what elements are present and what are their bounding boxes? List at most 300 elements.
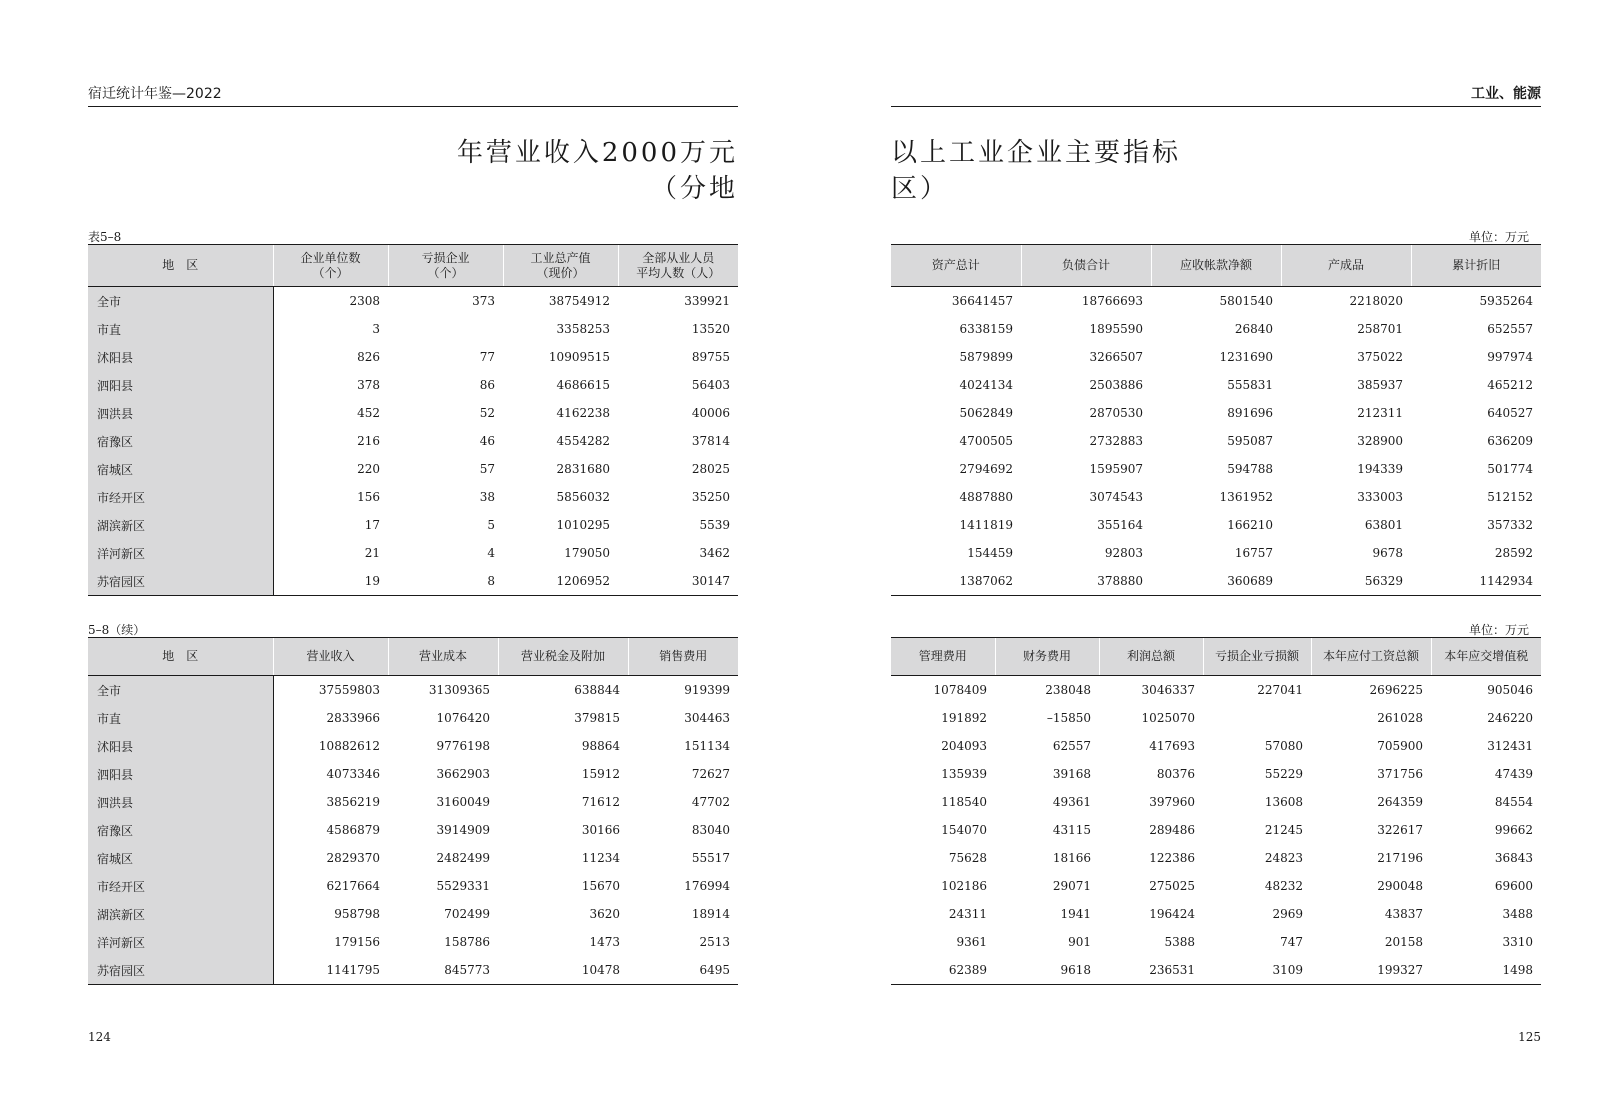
value-cell: 501774 [1487, 462, 1533, 476]
table-row [88, 956, 738, 985]
col-header-region: 地 区 [88, 245, 273, 287]
value-cell: 919399 [684, 683, 730, 697]
value-cell: 905046 [1487, 683, 1533, 697]
table-row [891, 427, 1541, 455]
table-row [88, 371, 738, 399]
table-row [88, 900, 738, 928]
value-cell: 2829370 [326, 851, 380, 865]
table-row [88, 511, 738, 539]
region-cell: 全市 [88, 676, 273, 705]
value-cell: 3046337 [1141, 683, 1195, 697]
region-cell: 沭阳县 [88, 343, 273, 371]
value-cell: 3914909 [436, 823, 490, 837]
value-cell: 216 [357, 434, 380, 448]
value-cell: 3856219 [326, 795, 380, 809]
value-cell: 30147 [618, 567, 738, 596]
value-cell: 5935264 [1479, 294, 1533, 308]
value-cell: 5856032 [556, 490, 610, 504]
value-cell: 2482499 [436, 851, 490, 865]
value-cell: 397960 [1149, 795, 1195, 809]
region-cell: 苏宿园区 [88, 567, 273, 596]
value-cell: 196424 [1149, 907, 1195, 921]
value-cell: 5539 [699, 518, 730, 532]
running-head-left [88, 86, 738, 107]
region-cell: 苏宿园区 [88, 956, 273, 985]
value-cell: 339921 [684, 294, 730, 308]
col-header-enterprise-count: 企业单位数 （个） [273, 245, 388, 287]
value-cell: 328900 [1357, 434, 1403, 448]
value-cell: 6217664 [326, 879, 380, 893]
value-cell: 11234 [581, 851, 620, 865]
value-cell: 20158 [1384, 935, 1423, 949]
value-cell: 1206952 [503, 567, 618, 596]
col-header-revenue: 营业收入 [273, 638, 388, 676]
value-cell: 452 [357, 406, 380, 420]
col-header-loss-enterprises: 亏损企业 （个） [388, 245, 503, 287]
table-row [891, 732, 1541, 760]
col-header-vat: 本年应交增值税 [1431, 638, 1541, 676]
table-row [88, 427, 738, 455]
chapter-title: 工业、能源 [1471, 86, 1541, 102]
value-cell: 199327 [1311, 956, 1431, 985]
value-cell: 2503886 [1089, 378, 1143, 392]
table-row [891, 567, 1541, 596]
col-header-finance-expense: 财务费用 [995, 638, 1099, 676]
value-cell: 40006 [691, 406, 730, 420]
value-cell: 9618 [995, 956, 1099, 985]
value-cell: 9776198 [436, 739, 490, 753]
value-cell: 3662903 [436, 767, 490, 781]
value-cell: 1142934 [1411, 567, 1541, 596]
value-cell: 62389 [891, 956, 995, 985]
value-cell: 2870530 [1089, 406, 1143, 420]
table-row [88, 483, 738, 511]
value-cell: 69600 [1494, 879, 1533, 893]
value-cell: 901 [1068, 935, 1091, 949]
value-cell: 304463 [684, 711, 730, 725]
value-cell: 154459 [967, 546, 1013, 560]
value-cell: 156 [357, 490, 380, 504]
region-cell: 泗洪县 [88, 399, 273, 427]
region-cell: 宿豫区 [88, 427, 273, 455]
value-cell: 1473 [589, 935, 620, 949]
value-cell: 555831 [1227, 378, 1273, 392]
region-cell: 沭阳县 [88, 732, 273, 760]
value-cell: 10882612 [318, 739, 380, 753]
value-cell: 37559803 [318, 683, 380, 697]
table-row [891, 315, 1541, 343]
value-cell: 57080 [1264, 739, 1303, 753]
value-cell: 1025070 [1141, 711, 1195, 725]
table-5-8-cont-right [891, 637, 1541, 985]
table-row [891, 399, 1541, 427]
value-cell: 1387062 [891, 567, 1021, 596]
value-cell: 360689 [1151, 567, 1281, 596]
unit-label-cont: 单位：万元 [1468, 623, 1529, 637]
table-row [88, 928, 738, 956]
value-cell: 1361952 [1219, 490, 1273, 504]
value-cell: 220 [357, 462, 380, 476]
value-cell: 176994 [684, 879, 730, 893]
table-row [891, 371, 1541, 399]
value-cell: 290048 [1377, 879, 1423, 893]
table-row [891, 455, 1541, 483]
value-cell: 640527 [1487, 406, 1533, 420]
table-row [88, 704, 738, 732]
value-cell: 5529331 [436, 879, 490, 893]
value-cell: 158786 [444, 935, 490, 949]
table-row [891, 539, 1541, 567]
value-cell: 28025 [691, 462, 730, 476]
value-cell: 375022 [1357, 350, 1403, 364]
table-row [88, 732, 738, 760]
value-cell: 2969 [1272, 907, 1303, 921]
value-cell: 9678 [1372, 546, 1403, 560]
col-header-total-assets: 资产总计 [891, 245, 1021, 287]
value-cell: 83040 [691, 823, 730, 837]
value-cell: 4024134 [959, 378, 1013, 392]
value-cell: 217196 [1377, 851, 1423, 865]
yearbook-title: 宿迁统计年鉴—2022 [88, 86, 222, 102]
region-cell: 宿城区 [88, 455, 273, 483]
value-cell: 378 [357, 378, 380, 392]
value-cell: 8 [388, 567, 503, 596]
value-cell: 28592 [1494, 546, 1533, 560]
value-cell: 92803 [1104, 546, 1143, 560]
value-cell: 1498 [1431, 956, 1541, 985]
region-cell: 洋河新区 [88, 928, 273, 956]
title-right-line1: 以上工业企业主要指标 [891, 138, 1182, 168]
table-row [88, 399, 738, 427]
region-cell: 泗阳县 [88, 371, 273, 399]
table-5-8-cont-left [88, 637, 738, 985]
value-cell: 373 [472, 294, 495, 308]
value-cell: 98864 [581, 739, 620, 753]
left-page [88, 0, 738, 1099]
value-cell: 3 [372, 322, 380, 336]
value-cell: 179050 [564, 546, 610, 560]
value-cell: 194339 [1357, 462, 1403, 476]
col-header-receivables: 应收帐款净额 [1151, 245, 1281, 287]
region-cell: 市经开区 [88, 483, 273, 511]
value-cell [388, 315, 503, 343]
value-cell: 1076420 [436, 711, 490, 725]
region-cell: 湖滨新区 [88, 511, 273, 539]
value-cell: 16757 [1234, 546, 1273, 560]
value-cell: 43115 [1052, 823, 1091, 837]
value-cell: 4 [487, 546, 495, 560]
value-cell: 1895590 [1089, 322, 1143, 336]
value-cell: 89755 [691, 350, 730, 364]
value-cell: 5 [487, 518, 495, 532]
value-cell: 31309365 [428, 683, 490, 697]
value-cell: 258701 [1357, 322, 1403, 336]
value-cell: 264359 [1377, 795, 1423, 809]
value-cell: 2696225 [1369, 683, 1423, 697]
value-cell: 75628 [948, 851, 987, 865]
value-cell: 118540 [941, 795, 987, 809]
value-cell: 18914 [691, 907, 730, 921]
value-cell: 10909515 [548, 350, 610, 364]
value-cell: 5801540 [1219, 294, 1273, 308]
col-header-admin-expense: 管理费用 [891, 638, 995, 676]
table-row [88, 567, 738, 596]
table-row [891, 511, 1541, 539]
value-cell: 13520 [691, 322, 730, 336]
value-cell: 24823 [1264, 851, 1303, 865]
value-cell: 357332 [1487, 518, 1533, 532]
value-cell: 47439 [1494, 767, 1533, 781]
value-cell: 3109 [1203, 956, 1311, 985]
value-cell: 9361 [956, 935, 987, 949]
value-cell: 702499 [444, 907, 490, 921]
value-cell: 594788 [1227, 462, 1273, 476]
region-cell: 宿城区 [88, 844, 273, 872]
table-row [88, 816, 738, 844]
value-cell: 652557 [1487, 322, 1533, 336]
value-cell: 2732883 [1089, 434, 1143, 448]
table-row [891, 872, 1541, 900]
value-cell: 80376 [1156, 767, 1195, 781]
value-cell: 3620 [589, 907, 620, 921]
table-row [891, 816, 1541, 844]
value-cell: 30166 [581, 823, 620, 837]
region-cell: 市直 [88, 315, 273, 343]
col-header-cost: 营业成本 [388, 638, 498, 676]
table-row [891, 900, 1541, 928]
value-cell: 35250 [691, 490, 730, 504]
value-cell: 13608 [1264, 795, 1303, 809]
value-cell: 36843 [1494, 851, 1533, 865]
value-cell: 512152 [1487, 490, 1533, 504]
value-cell: 15670 [581, 879, 620, 893]
value-cell: 191892 [941, 711, 987, 725]
value-cell: 55229 [1264, 767, 1303, 781]
value-cell: 18766693 [1081, 294, 1143, 308]
right-page [891, 0, 1541, 1099]
value-cell: 4586879 [326, 823, 380, 837]
value-cell: 86 [479, 378, 495, 392]
value-cell: 37814 [691, 434, 730, 448]
value-cell: 4162238 [556, 406, 610, 420]
value-cell: 3310 [1502, 935, 1533, 949]
value-cell: 154070 [941, 823, 987, 837]
table-row [88, 539, 738, 567]
value-cell: 246220 [1487, 711, 1533, 725]
value-cell: 333003 [1357, 490, 1403, 504]
value-cell: 102186 [941, 879, 987, 893]
value-cell: 122386 [1149, 851, 1195, 865]
value-cell: 322617 [1377, 823, 1423, 837]
value-cell: 47702 [691, 795, 730, 809]
value-cell: 261028 [1377, 711, 1423, 725]
value-cell: 636209 [1487, 434, 1533, 448]
table-label: 表5–8 [88, 230, 122, 244]
value-cell: 275025 [1149, 879, 1195, 893]
value-cell: 2513 [699, 935, 730, 949]
value-cell: 6338159 [959, 322, 1013, 336]
value-cell: 179156 [334, 935, 380, 949]
table-row [88, 455, 738, 483]
value-cell: 638844 [574, 683, 620, 697]
title-left-line2: （分地 [650, 174, 738, 204]
value-cell: 238048 [1045, 683, 1091, 697]
col-header-taxes: 营业税金及附加 [498, 638, 628, 676]
value-cell: 38754912 [548, 294, 610, 308]
value-cell: 289486 [1149, 823, 1195, 837]
value-cell: 5388 [1164, 935, 1195, 949]
table-row [891, 928, 1541, 956]
value-cell: 48232 [1264, 879, 1303, 893]
value-cell: 21245 [1264, 823, 1303, 837]
value-cell: 212311 [1357, 406, 1403, 420]
region-cell: 全市 [88, 287, 273, 316]
table-row [88, 788, 738, 816]
value-cell: 3160049 [436, 795, 490, 809]
value-cell: 705900 [1377, 739, 1423, 753]
region-cell: 湖滨新区 [88, 900, 273, 928]
table-cont-label: 5–8（续） [88, 623, 146, 637]
value-cell: 55517 [691, 851, 730, 865]
value-cell: 18166 [1052, 851, 1091, 865]
value-cell: 2831680 [556, 462, 610, 476]
value-cell: 371756 [1377, 767, 1423, 781]
value-cell: 958798 [334, 907, 380, 921]
value-cell: 355164 [1097, 518, 1143, 532]
value-cell: 3488 [1502, 907, 1533, 921]
value-cell: 49361 [1052, 795, 1091, 809]
value-cell: 39168 [1052, 767, 1091, 781]
value-cell: 1078409 [933, 683, 987, 697]
value-cell: 62557 [1052, 739, 1091, 753]
value-cell: 1411819 [959, 518, 1013, 532]
value-cell: 6495 [628, 956, 738, 985]
value-cell: 38 [479, 490, 495, 504]
value-cell: 1595907 [1089, 462, 1143, 476]
value-cell: 1010295 [556, 518, 610, 532]
page-number-right: 125 [1518, 1030, 1541, 1044]
value-cell: 52 [479, 406, 495, 420]
value-cell: 2218020 [1349, 294, 1403, 308]
value-cell: 465212 [1487, 378, 1533, 392]
table-5-8-left [88, 244, 738, 596]
value-cell: 151134 [684, 739, 730, 753]
value-cell: 56403 [691, 378, 730, 392]
value-cell: 4700505 [959, 434, 1013, 448]
table-row [88, 676, 738, 705]
value-cell: 17 [364, 518, 380, 532]
value-cell: 46 [479, 434, 495, 448]
value-cell: 4554282 [556, 434, 610, 448]
value-cell: 2794692 [959, 462, 1013, 476]
col-header-total-profit: 利润总额 [1099, 638, 1203, 676]
value-cell: –15850 [1046, 711, 1091, 725]
region-cell: 市经开区 [88, 872, 273, 900]
value-cell: 29071 [1052, 879, 1091, 893]
value-cell: 3074543 [1089, 490, 1143, 504]
table-row [891, 343, 1541, 371]
unit-label: 单位：万元 [1468, 230, 1529, 244]
value-cell: 1941 [1060, 907, 1091, 921]
table-row [891, 844, 1541, 872]
value-cell: 71612 [581, 795, 620, 809]
col-header-depreciation: 累计折旧 [1411, 245, 1541, 287]
value-cell: 63801 [1364, 518, 1403, 532]
value-cell: 3462 [699, 546, 730, 560]
value-cell: 378880 [1021, 567, 1151, 596]
value-cell [1203, 704, 1311, 732]
region-cell: 泗洪县 [88, 788, 273, 816]
title-left-line1: 年营业收入2000万元 [456, 138, 738, 168]
value-cell: 312431 [1487, 739, 1533, 753]
col-header-gross-output: 工业总产值 （现价） [503, 245, 618, 287]
value-cell: 15912 [581, 767, 620, 781]
value-cell: 77 [479, 350, 495, 364]
value-cell: 72627 [691, 767, 730, 781]
value-cell: 4887880 [959, 490, 1013, 504]
table-row [88, 287, 738, 316]
value-cell: 84554 [1494, 795, 1533, 809]
value-cell: 595087 [1227, 434, 1273, 448]
col-header-employees: 全部从业人员 平均人数（人） [618, 245, 738, 287]
table-row [891, 956, 1541, 985]
value-cell: 43837 [1384, 907, 1423, 921]
value-cell: 5062849 [959, 406, 1013, 420]
table-row [88, 315, 738, 343]
col-header-region: 地 区 [88, 638, 273, 676]
value-cell: 4686615 [556, 378, 610, 392]
region-cell: 泗阳县 [88, 760, 273, 788]
value-cell: 24311 [948, 907, 987, 921]
value-cell: 26840 [1234, 322, 1273, 336]
value-cell: 3266507 [1089, 350, 1143, 364]
value-cell: 56329 [1281, 567, 1411, 596]
page-number-left: 124 [88, 1030, 111, 1044]
value-cell: 997974 [1487, 350, 1533, 364]
col-header-total-liabilities: 负债合计 [1021, 245, 1151, 287]
value-cell: 10478 [498, 956, 628, 985]
col-header-loss-amount: 亏损企业亏损额 [1203, 638, 1311, 676]
title-right-line2: 区） [891, 174, 950, 204]
value-cell: 36641457 [951, 294, 1013, 308]
value-cell: 2833966 [326, 711, 380, 725]
region-cell: 宿豫区 [88, 816, 273, 844]
value-cell: 5879899 [959, 350, 1013, 364]
col-header-sales-expense: 销售费用 [628, 638, 738, 676]
table-row [88, 872, 738, 900]
col-header-payroll: 本年应付工资总额 [1311, 638, 1431, 676]
value-cell: 99662 [1494, 823, 1533, 837]
table-row [88, 343, 738, 371]
table-row [88, 844, 738, 872]
region-cell: 洋河新区 [88, 539, 273, 567]
table-row [891, 287, 1541, 316]
region-cell: 市直 [88, 704, 273, 732]
table-row [88, 760, 738, 788]
value-cell: 1141795 [273, 956, 388, 985]
value-cell: 1231690 [1219, 350, 1273, 364]
table-5-8-right [891, 244, 1541, 596]
value-cell: 57 [479, 462, 495, 476]
value-cell: 204093 [941, 739, 987, 753]
table-row [891, 788, 1541, 816]
value-cell: 21 [364, 546, 380, 560]
table-row [891, 760, 1541, 788]
value-cell: 135939 [941, 767, 987, 781]
table-row [891, 483, 1541, 511]
value-cell: 236531 [1099, 956, 1203, 985]
table-row [891, 676, 1541, 705]
